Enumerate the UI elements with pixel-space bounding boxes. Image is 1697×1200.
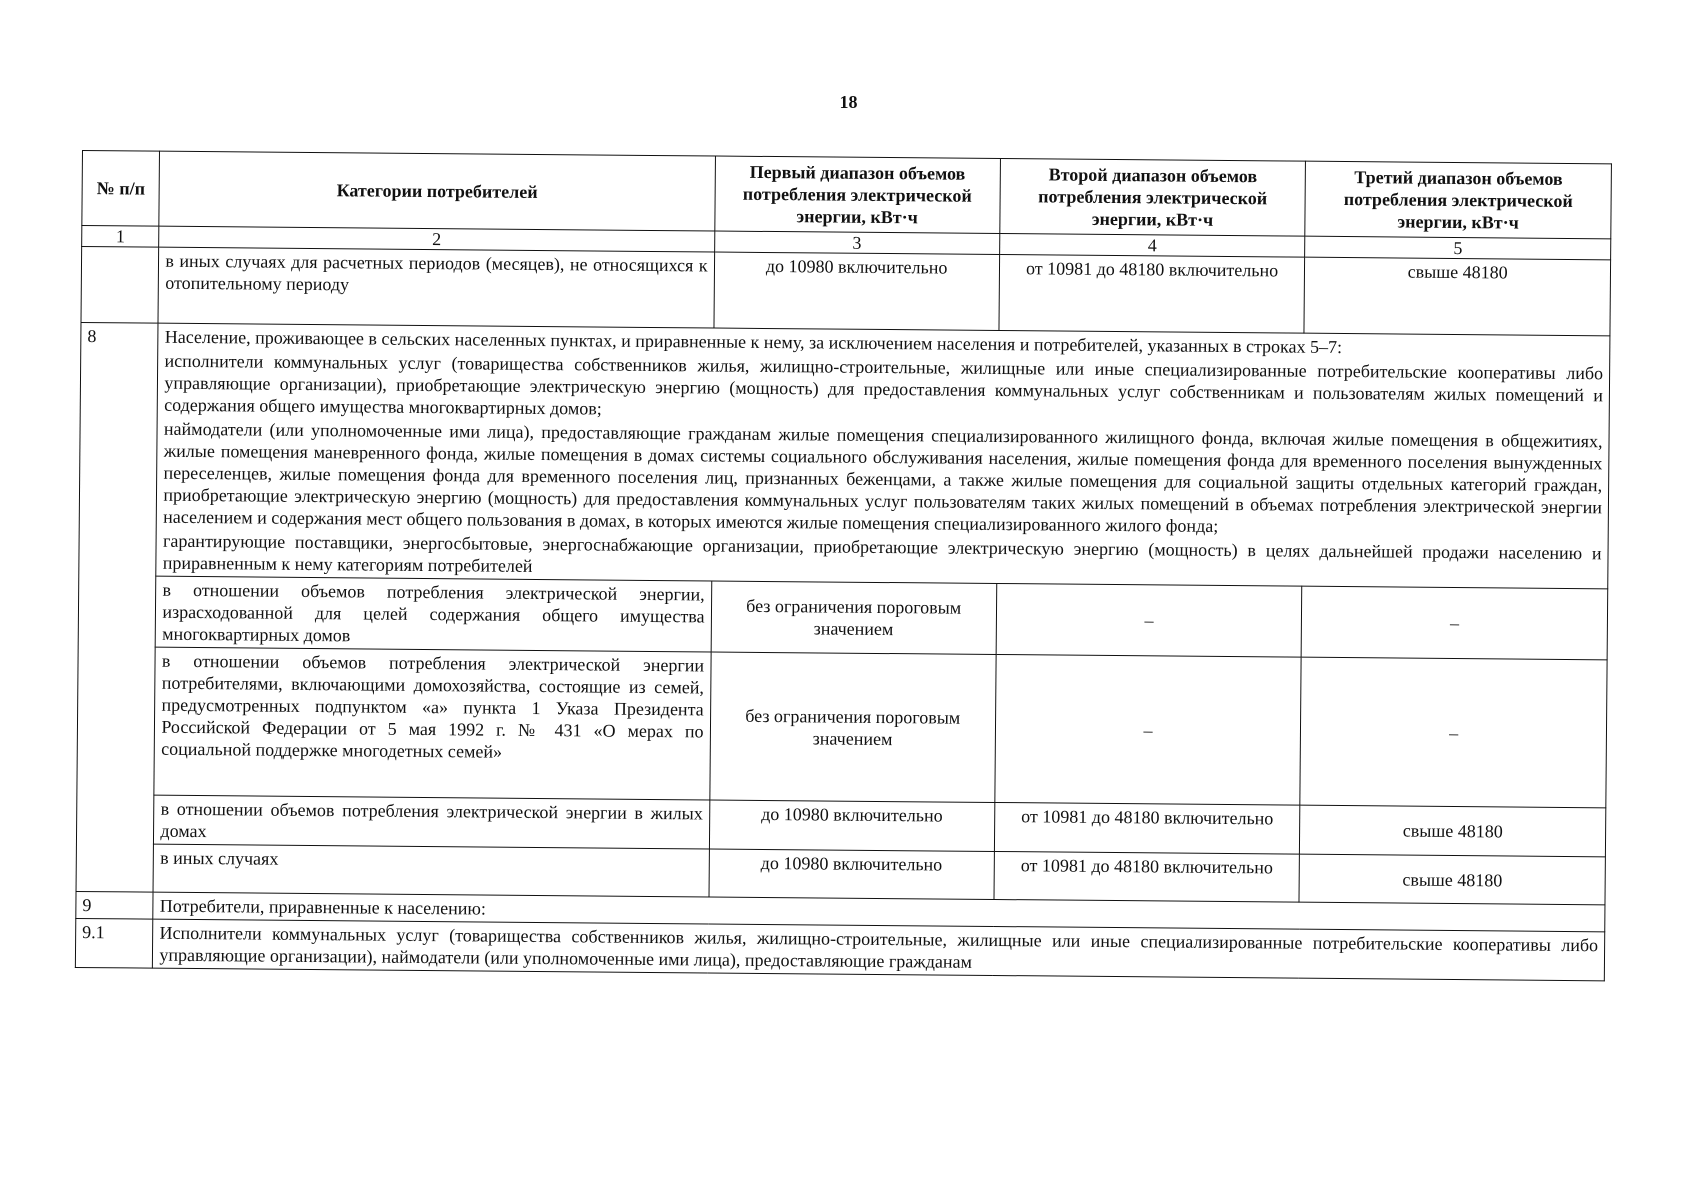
range-3-cell: –: [1301, 586, 1607, 660]
range-1-cell: без ограничения пороговым значением: [709, 652, 995, 802]
page-number: 18: [839, 92, 858, 112]
range-1-cell: до 10980 включительно: [709, 849, 995, 899]
header-range-2: Второй диапазон объемов потребления электрической энергии, кВт·ч: [1000, 159, 1306, 237]
row-9-num: 9: [76, 891, 154, 919]
table-row-8-sub: [78, 575, 1608, 659]
range-3-cell: свыше 48180: [1304, 257, 1610, 336]
row-num-cell: [81, 247, 159, 324]
table-row-8-sub: [77, 646, 1607, 807]
range-3-cell: –: [1300, 657, 1607, 808]
row-8-paragraph: исполнители коммунальных услуг (товарищества собственников жилья, жилищно-строительные, жилищные или иные специализированные потребительские кооперативы либо управляющие организации), приобретающие электрическую энергию (мощность) для предоставления коммунальных услуг собственникам и пользователям жилых помещений и содержания общего имущества многоквартирных домов;: [164, 350, 1604, 419]
table-row-8-header: [79, 322, 1610, 588]
header-category: Категории потребителей: [159, 151, 715, 231]
row-9-1-num: 9.1: [75, 918, 153, 968]
table-header-row: [82, 151, 1612, 239]
row-8-title: Население, проживающее в сельских населенных пунктах, и приравненные к нему, за исключением населения и потребителей, указанных в строках 5–7:: [164, 326, 1343, 358]
category-cell: в отношении объемов потребления электрической энергии в жилых домах: [154, 795, 710, 849]
column-number: 5: [1305, 236, 1611, 260]
range-3-cell: свыше 48180: [1300, 805, 1606, 857]
category-cell: в отношении объемов потребления электрической энергии, израсходованной для целей содержания общего имущества многоквартирных домов: [156, 576, 712, 652]
range-2-cell: от 10981 до 48180 включительно: [994, 802, 1300, 854]
row-8-num: 8: [76, 322, 158, 892]
row-9-1-description: Исполнители коммунальных услуг (товарищества собственников жилья, жилищно-строительные, жилищные или иные специализированные потребительские кооперативы либо управляющие организации), наймодатели (или уполномоченные ими лица), предоставляющие гражданам: [153, 919, 1605, 981]
category-cell: в иных случаях для расчетных периодов (месяцев), не относящихся к отопительному периоду: [158, 247, 714, 328]
range-2-cell: –: [996, 583, 1302, 657]
range-1-cell: до 10980 включительно: [714, 252, 1000, 330]
range-2-cell: от 10981 до 48180 включительно: [999, 255, 1305, 334]
row-8-paragraph: гарантирующие поставщики, энергосбытовые, энергоснабжающие организации, приобретающие электрическую энергию (мощность) в целях дальнейшей продажи населению и приравненным к нему категориям потребителей: [162, 530, 1602, 576]
range-2-cell: от 10981 до 48180 включительно: [994, 851, 1300, 902]
header-range-3: Третий диапазон объемов потребления электрической энергии, кВт·ч: [1305, 161, 1611, 239]
range-3-cell: свыше 48180: [1299, 854, 1605, 905]
table-row-other-cases: [81, 247, 1611, 336]
column-number: 1: [82, 226, 160, 248]
range-2-cell: –: [995, 654, 1302, 805]
column-number: 4: [999, 234, 1305, 258]
tariff-table: [75, 150, 1612, 981]
row-9-description: Потребители, приравненные к населению:: [153, 892, 1605, 932]
row-8-description: [156, 323, 1610, 589]
category-cell: в иных случаях: [153, 844, 709, 897]
row-8-paragraph: наймодатели (или уполномоченные ими лица), предоставляющие гражданам жилые помещения специализированного жилищного фонда, включая жилые помещения в общежитиях, жилые помещения маневренного фонда, жилые помещения в домах системы социального обслуживания населения, жилые помещения фонда для временного поселения вынужденных переселенцев, жилые помещения фонда для временного поселения лиц, признанных беженцами, а также жилые помещения для социальной защиты отдельных категорий граждан, приобретающие электрическую энергию (мощность) для предоставления коммунальных услуг пользователям таких жилых помещений в объемах потребления электрической энергии населением и содержания мест общего пользования в домах, в которых имеются жилые помещения специализированного жилого фонда;: [163, 418, 1603, 536]
category-cell: в отношении объемов потребления электрической энергии потребителями, включающими домохозяйства, состоящие из семей, предусмотренных подпунктом «а» пункта 1 Указа Президента Российской Федерации от 5 мая 1992 г. № 431 «О мерах по социальной поддержке многодетных семей»: [154, 647, 710, 800]
header-num: № п/п: [82, 151, 160, 227]
column-number: 2: [159, 226, 714, 252]
range-1-cell: без ограничения пороговым значением: [711, 581, 997, 654]
range-1-cell: до 10980 включительно: [709, 800, 995, 851]
column-number: 3: [714, 231, 999, 254]
header-range-1: Первый диапазон объемов потребления электрической энергии, кВт·ч: [714, 156, 1000, 233]
